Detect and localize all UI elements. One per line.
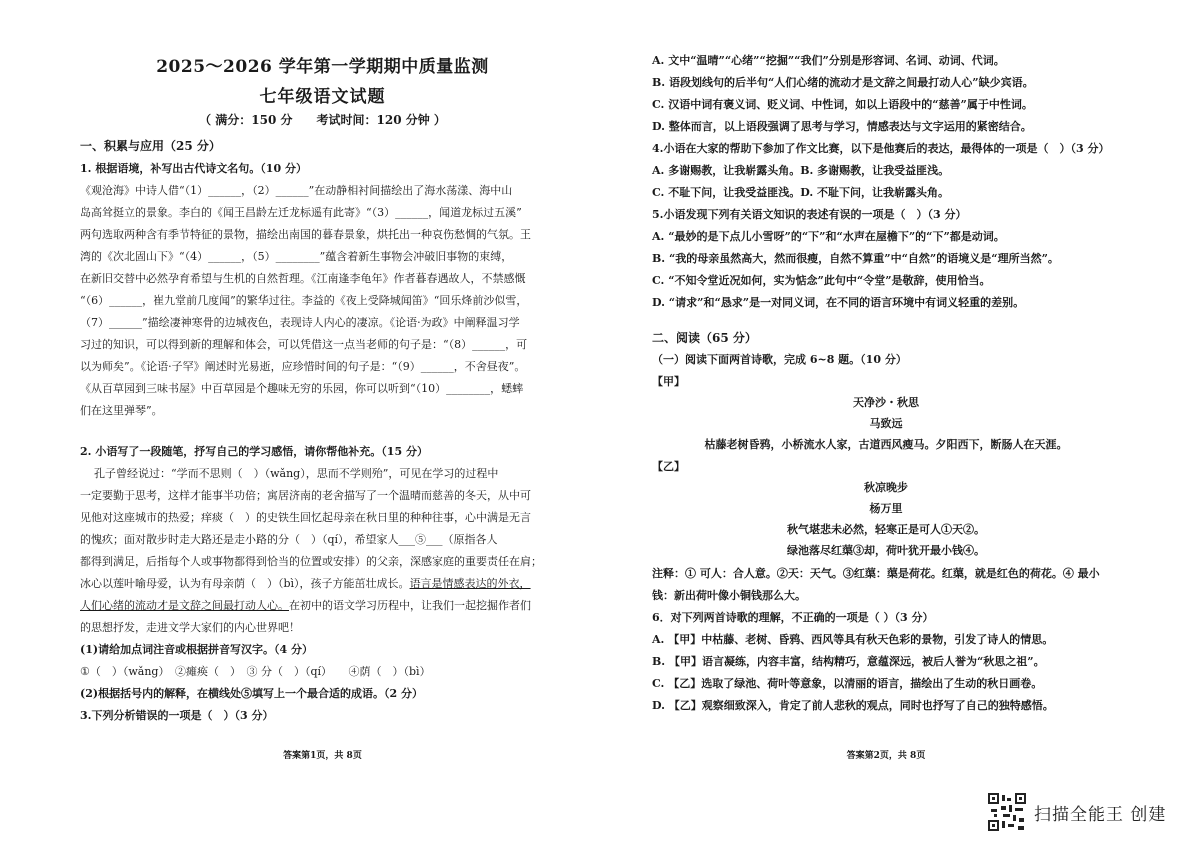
question-2-line: 见他对这座城市的热爱；痒痰（ ）的史铁生回忆起母亲在秋日里的种种往事，心中满是无言	[80, 511, 531, 524]
question-2-sub-1-items: ①（ ）（wǎng） ②瘫痪（ ） ③ 分（ ）（qí） ④荫（ ）（bì）	[80, 665, 431, 678]
poem-2-line-1: 秋气堪悲未必然，轻寒正是可人①天②。	[787, 523, 985, 536]
question-3-option-d: D. 整体而言，以上语段强调了思考与学习，情感表达与文字运用的紧密结合。	[652, 120, 1032, 133]
exam-title: 2025～2026 学年第一学期期中质量监测	[156, 57, 489, 77]
question-2-line-text: 冰心以莲叶喻母爱，认为有母亲荫（ ）（bì），孩子方能茁壮成长。	[80, 577, 410, 590]
section-heading-2: 二、阅读（65 分）	[652, 331, 757, 345]
question-6-option-d: D. 【乙】观察细致深入，肯定了前人悲秋的观点，同时也抒写了自己的独特感悟。	[652, 699, 1054, 712]
question-1-line: 们在这里弹琴”。	[80, 404, 163, 417]
poem-1-author: 马致远	[869, 417, 903, 430]
question-3-option-a: A. 文中“温晴”“心绪”“挖掘”“我们”分别是形容词、名词、动词、代词。	[652, 54, 1005, 67]
poem-2-line-2: 绿池落尽红蕖③却，荷叶犹开最小钱④。	[787, 544, 985, 557]
question-2-line: 一定要勤于思考，这样才能事半功倍；寓居济南的老舍描写了一个温晴而慈善的冬天，从中可	[80, 489, 531, 502]
question-2-line-text: 在初中的语文学习历程中，让我们一起挖掘作者们	[289, 599, 531, 612]
question-2-line: 的愧疚；面对散步时走大路还是走小路的分（ ）（qí），希望家人___⑤___（原指各人	[80, 533, 498, 546]
question-5-option-a: A. “最妙的是下点儿小雪呀”的“下”和“水声在屋檐下”的“下”都是动词。	[652, 230, 1005, 243]
question-5-option-b: B. “我的母亲虽然高大，然而很瘦，自然不算重”中“自然”的语境义是“理所当然”。	[652, 252, 1059, 265]
question-2-line: 的思想抒发，走进文学大家们的内心世界吧！	[80, 621, 300, 634]
question-4-options-ab: A. 多谢赐教，让我崭露头角。B. 多谢赐教，让我受益匪浅。	[652, 164, 950, 177]
poem-1-title: 天净沙・秋思	[853, 396, 919, 409]
question-1-line: （7）______”描绘凄神寒骨的边城夜色，表现诗人内心的凄凉。《论语·为政》中阐释温习学	[80, 316, 520, 329]
poem-notes-cont: 钱：新出荷叶像小铜钱那么大。	[652, 589, 806, 602]
question-3-option-c: C. 汉语中词有褒义词、贬义词、中性词，如以上语段中的“慈善”属于中性词。	[652, 98, 1033, 111]
qr-code-icon	[988, 793, 1026, 831]
scanner-brand-text: 扫描全能王 创建	[1034, 804, 1167, 825]
question-1-line: 岛高耸挺立的景象。李白的《闻王昌龄左迁龙标遥有此寄》“（3）______，闻道龙标过五溪”	[80, 206, 522, 219]
poem-2-title: 秋凉晚步	[864, 481, 908, 494]
question-6-heading: 6．对下列两首诗歌的理解，不正确的一项是（ ）（3 分）	[652, 611, 934, 624]
reading-part-1-heading: （一）阅读下面两首诗歌，完成 6~8 题。（10 分）	[652, 353, 907, 366]
underlined-sentence-part-1: 语言是情感表达的外衣，	[409, 577, 531, 590]
question-3-option-b: B. 语段划线句的后半句“人们心绪的流动才是文辞之间最打动人心”缺少宾语。	[652, 76, 1034, 89]
exam-subtitle: 七年级语文试题	[259, 87, 386, 107]
question-2-sub-2: (2)根据括号内的解释，在横线处⑤填写上一个最合适的成语。（2 分）	[80, 687, 424, 700]
question-5-option-c: C. “不知令堂近况如何，实为惦念”此句中“令堂”是敬辞，使用恰当。	[652, 274, 991, 287]
question-2-line	[80, 599, 531, 613]
page-footer-1: 答案第1页，共 8页	[283, 751, 362, 761]
exam-meta: （ 满分：150 分 考试时间：120 分钟 ）	[199, 113, 446, 127]
question-1-line: 两句选取两种含有季节特征的景物，描绘出南国的暮春景象，烘托出一种哀伤愁惆的气氛。王	[80, 228, 531, 241]
question-1-line: 习过的知识，可以得到新的理解和体会，可以凭借这一点当老师的句子是：“（8）______，可	[80, 338, 528, 351]
answer-page-1	[80, 0, 565, 800]
section-heading-1: 一、积累与应用（25 分）	[80, 139, 221, 153]
poem-notes: 注释：① 可人：合人意。②天：天气。③红蕖：蕖是荷花。红蕖，就是红色的荷花。④ 最小	[652, 567, 1100, 580]
question-1-line: 湾的《次北固山下》“（4）______，（5）________”蕴含着新生事物会冲破旧事物的束缚，	[80, 250, 513, 263]
question-2-line: 都得到满足，后指每个人或事物都得到恰当的位置或安排）的父亲，深感家庭的重要责任在肩；	[80, 555, 542, 568]
question-1-heading: 1. 根据语境，补写出古代诗文名句。（10 分）	[80, 162, 307, 175]
poem-1-text: 枯藤老树昏鸦，小桥流水人家，古道西风瘦马。夕阳西下，断肠人在天涯。	[704, 438, 1068, 451]
question-1-line: 在新旧交替中必然孕育希望与生机的自然哲理。《江南逢李龟年》作者暮春遇故人，不禁感慨	[80, 272, 526, 285]
poem-label-yi: 【乙】	[652, 460, 685, 473]
answer-page-2	[652, 0, 1120, 800]
question-4-options-cd: C. 不耻下问，让我受益匪浅。D. 不耻下问，让我崭露头角。	[652, 186, 950, 199]
question-5-heading: 5.小语发现下列有关语文知识的表述有误的一项是（ ）（3 分）	[652, 208, 967, 221]
question-3-heading: 3.下列分析错误的一项是（ ）（3 分）	[80, 709, 274, 722]
question-2-sub-1: (1)请给加点词注音或根据拼音写汉字。（4 分）	[80, 643, 314, 656]
question-6-option-b: B. 【甲】语言凝练，内容丰富，结构精巧，意蕴深远，被后人誉为“秋思之祖”。	[652, 655, 1045, 668]
question-2-heading: 2. 小语写了一段随笔，抒写自己的学习感悟，请你帮他补充。（15 分）	[80, 445, 428, 458]
question-4-heading: 4.小语在大家的帮助下参加了作文比赛，以下是他赛后的表达，最得体的一项是（ ）（3 分）	[652, 142, 1110, 155]
question-1-line: 《从百草园到三味书屋》中百草园是个趣味无穷的乐园，你可以听到“（10）________，蟋蟀	[80, 382, 524, 395]
question-6-option-a: A. 【甲】中枯藤、老树、昏鸦、西风等具有秋天色彩的景物，引发了诗人的情思。	[652, 633, 1054, 646]
question-1-line: “（6）______，崔九堂前几度闻”的繁华过往。李益的《夜上受降城闻笛》“回乐烽前沙似雪，	[80, 294, 528, 307]
question-1-line: 《观沧海》中诗人借“（1）______，（2）______”在动静相衬间描绘出了海水荡漾、海中山	[80, 184, 513, 197]
question-5-option-d: D. “请求”和“恳求”是一对同义词，在不同的语言环境中有词义轻重的差别。	[652, 296, 1025, 309]
question-6-option-c: C. 【乙】选取了绿池、荷叶等意象，以清丽的语言，描绘出了生动的秋日画卷。	[652, 677, 1043, 690]
poem-2-author: 杨万里	[869, 502, 903, 515]
question-1-line: 以为师矣”。《论语·子罕》阐述时光易逝，应珍惜时间的句子是：“（9）______，不舍昼夜”。	[80, 360, 526, 373]
scanner-watermark	[988, 792, 1166, 832]
page-footer-2: 答案第2页，共 8页	[846, 751, 926, 761]
underlined-sentence-part-2: 人们心绪的流动才是文辞之间最打动人心。	[80, 599, 289, 612]
question-2-line: 孔子曾经说过：“学而不思则（ ）（wǎng），思而不学则殆”，可见在学习的过程中	[94, 467, 499, 480]
question-2-line	[80, 577, 531, 591]
poem-label-jia: 【甲】	[652, 375, 685, 388]
